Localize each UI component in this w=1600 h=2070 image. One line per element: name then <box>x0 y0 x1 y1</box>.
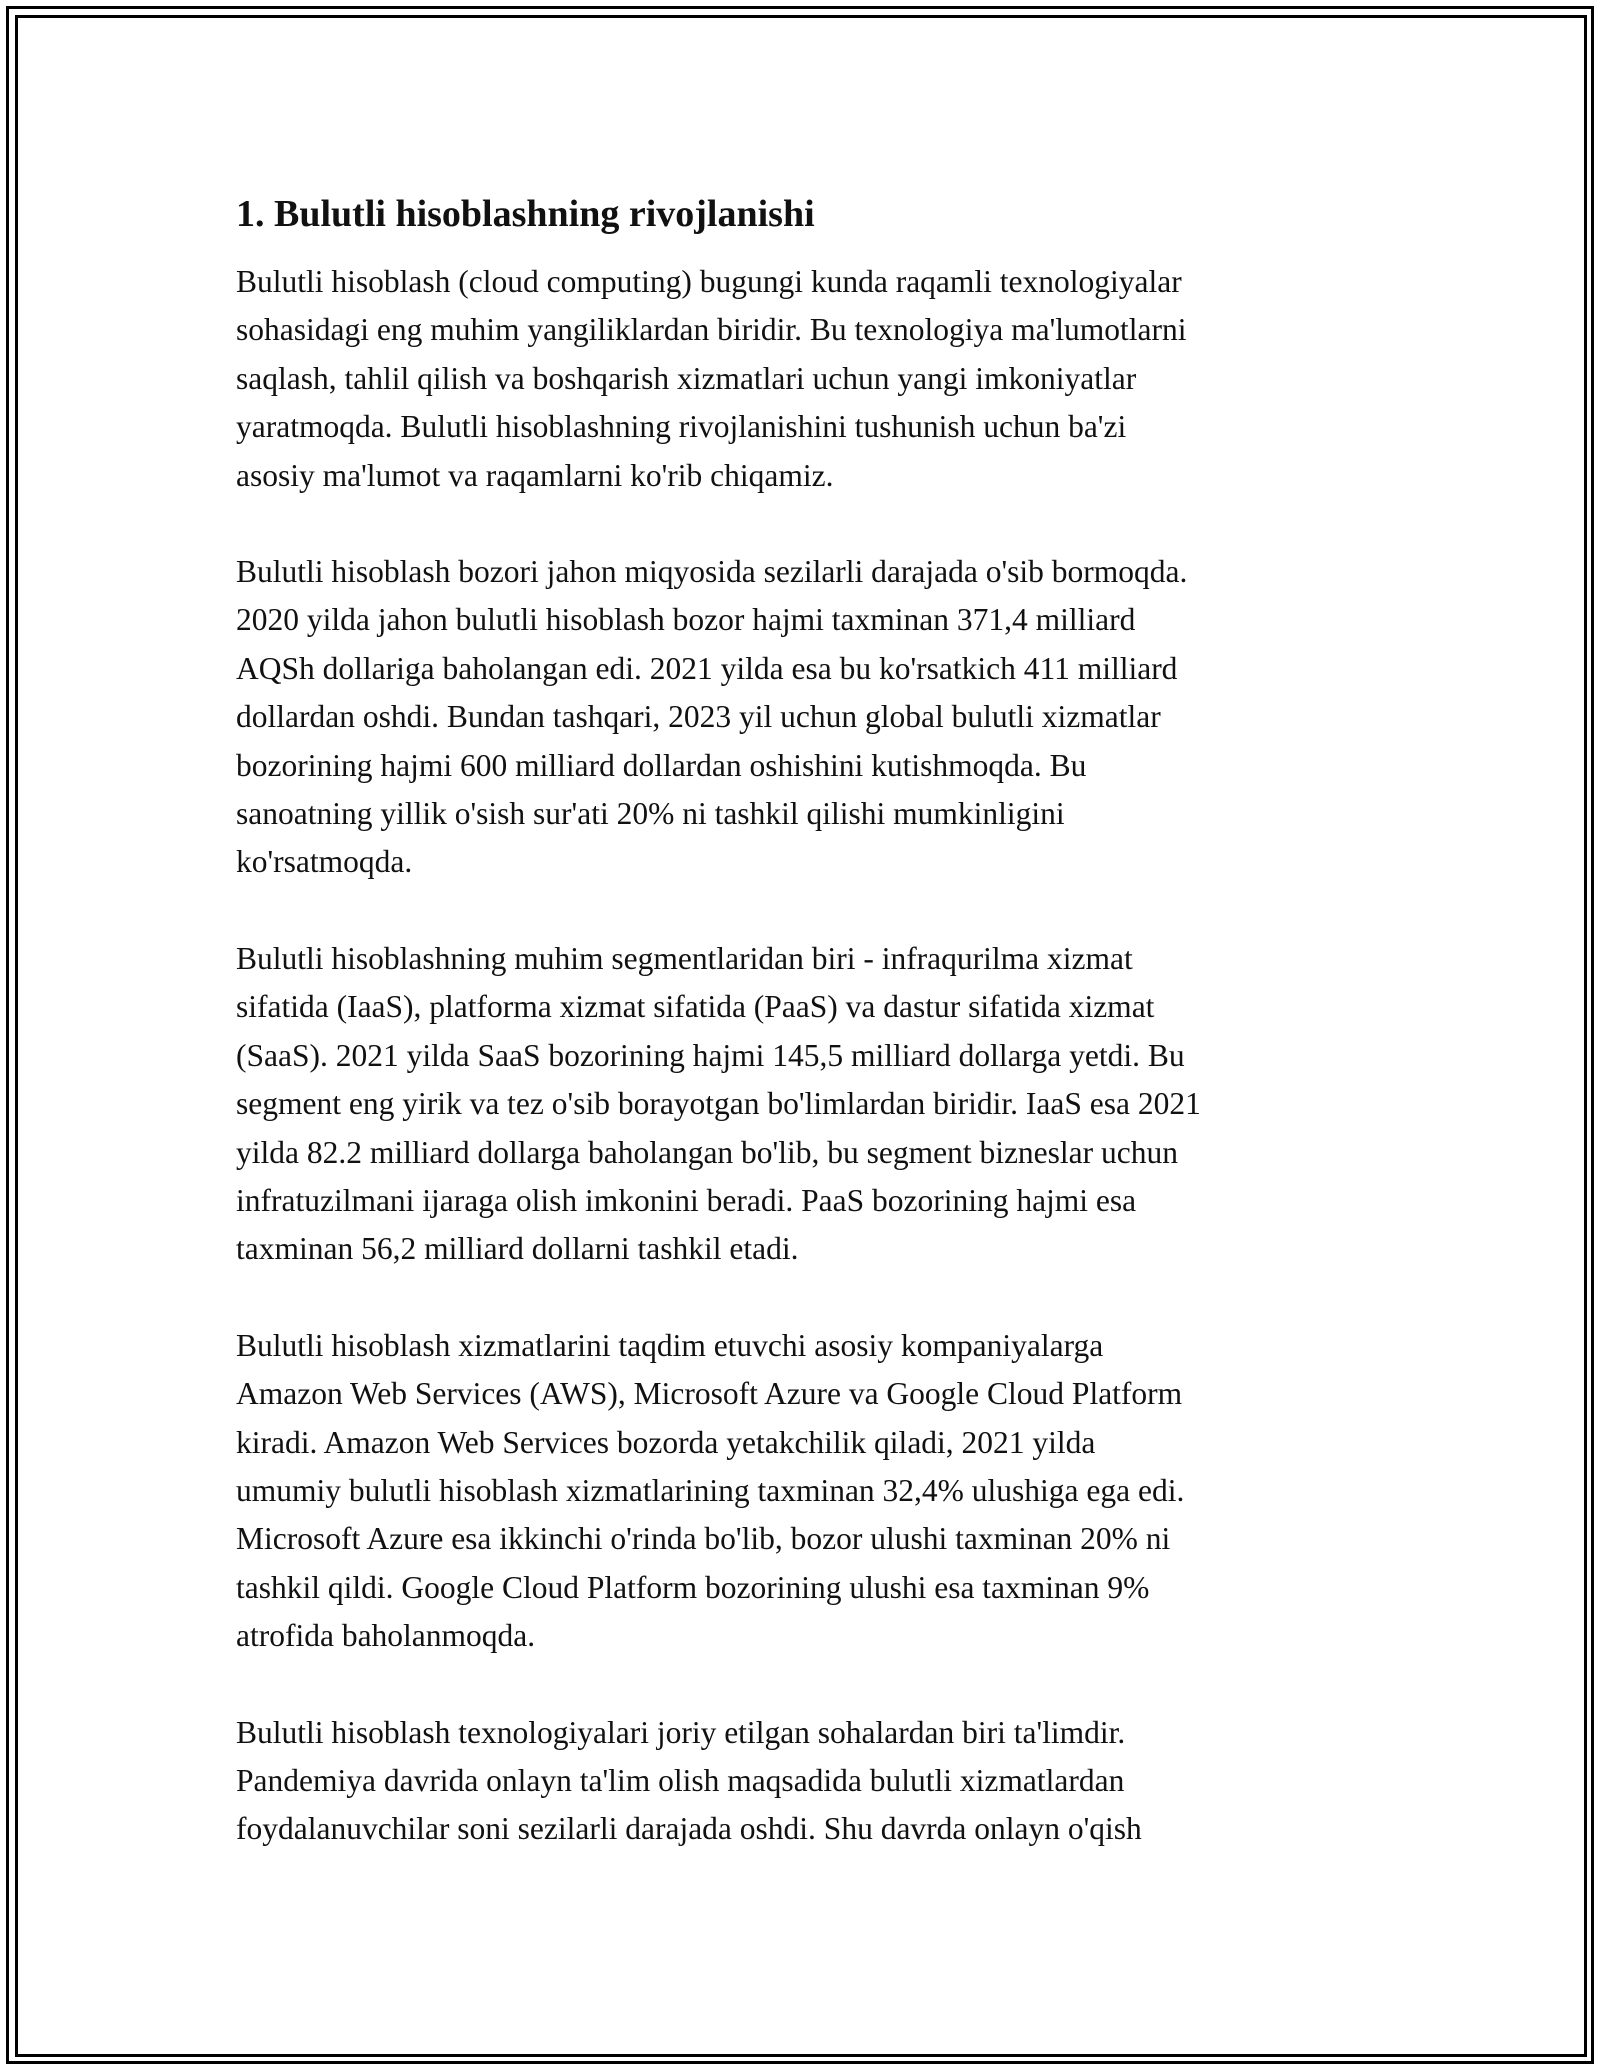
document-body <box>236 188 1376 1902</box>
paragraph-providers: Bulutli hisoblash xizmatlarini taqdim etuvchi asosiy kompaniyalarga Amazon Web Services (AWS), Microsoft Azure va Google Cloud Platform kiradi. Amazon Web Services bozorda yetakchilik qiladi, 2021 yilda umumiy bulutli hisoblash xizmatlarining taxminan 32,4% ulushiga ega edi. Microsoft Azure esa ikkinchi o'rinda bo'lib, bozor ulushi taxminan 20% ni tashkil qildi. Google Cloud Platform bozorining ulushi esa taxminan 9% atrofida baholanmoqda. <box>236 1327 1185 1654</box>
paragraph-market-size: Bulutli hisoblash bozori jahon miqyosida sezilarli darajada o'sib bormoqda. 2020 yilda jahon bulutli hisoblash bozor hajmi taxminan 371,4 milliard AQSh dollariga baholangan edi. 2021 yilda esa bu ko'rsatkich 411 milliard dollardan oshdi. Bundan tashqari, 2023 yil uchun global bulutli xizmatlar bozorining hajmi 600 milliard dollardan oshishini kutishmoqda. Bu sanoatning yillik o'sish sur'ati 20% ni tashkil qilishi mumkinligini ko'rsatmoqda. <box>236 554 1188 880</box>
paragraph-intro: Bulutli hisoblash (cloud computing) bugungi kunda raqamli texnologiyalar sohasidagi eng muhim yangiliklardan biridir. Bu texnologiya ma'lumotlarni saqlash, tahlil qilish va boshqarish xizmatlari uchun yangi imkoniyatlar yaratmoqda. Bulutli hisoblashning rivojlanishini tushunish uchun ba'zi asosiy ma'lumot va raqamlarni ko'rib chiqamiz. <box>236 264 1187 493</box>
section-heading: 1. Bulutli hisoblashning rivojlanishi <box>236 193 815 235</box>
paragraph-education: Bulutli hisoblash texnologiyalari joriy etilgan sohalardan biri ta'limdir. Pandemiya davrida onlayn ta'lim olish maqsadida bulutli xizmatlardan foydalanuvchilar soni sezilarli darajada oshdi. Shu davrda onlayn o'qish <box>236 1714 1142 1847</box>
paragraph-segments: Bulutli hisoblashning muhim segmentlaridan biri - infraqurilma xizmat sifatida (IaaS), platforma xizmat sifatida (PaaS) va dastur sifatida xizmat (SaaS). 2021 yilda SaaS bozorining hajmi 145,5 milliard dollarga yetdi. Bu segment eng yirik va tez o'sib borayotgan bo'limlardan biridir. IaaS esa 2021 yilda 82.2 milliard dollarga baholangan bo'lib, bu segment bizneslar uchun infratuzilmani ijaraga olish imkonini beradi. PaaS bozorining hajmi esa taxminan 56,2 milliard dollarni tashkil etadi. <box>236 940 1201 1267</box>
